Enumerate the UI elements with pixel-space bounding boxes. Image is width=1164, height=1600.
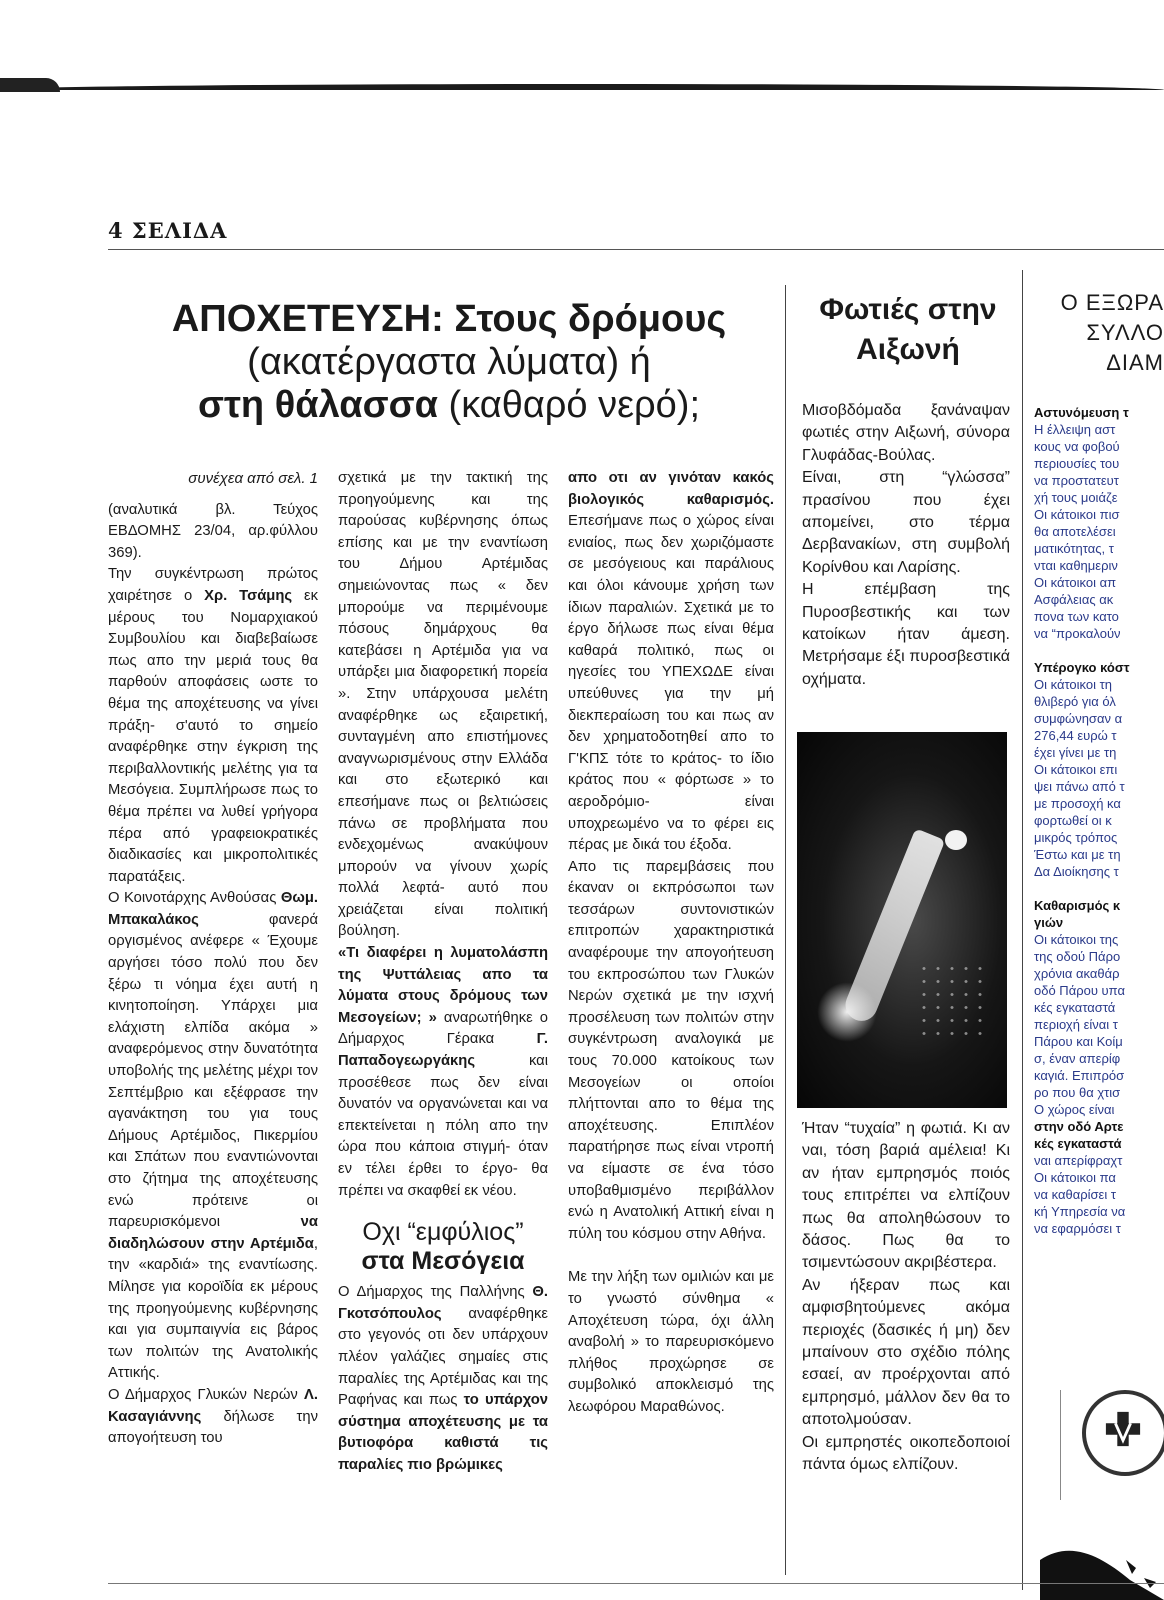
cutoff-line: ναι απερίφραχτ [1034, 1153, 1123, 1168]
paragraph: Οι εμπρηστές οικοπεδοποιοί πάντα όμως ελπίζουν. [802, 1433, 1010, 1474]
cutoff-line: να εφαρμόσει τ [1034, 1221, 1121, 1236]
cutoff-line: ψει πάνω από τ [1034, 779, 1125, 794]
paragraph: «Τι διαφέρει η λυματολάσπη της Ψυττάλειας απο τα λύματα στους δρόμους των Μεσογείων; » αναρωτήθηκε ο Δήμαρχος Γέρακα Γ. Παπαδογεωργάκης και προσέθεσε πως δεν είναι δυνατόν να οργανώνεται και να επεκτείνεται η πόλη απο την ώρα που κάποια στιγμή- όταν εν τέλει έρθει το έργο- θα πρέπει να σκαφθεί εκ νέου. [338, 945, 548, 1199]
cutoff-line: Η έλλειψη αστ [1034, 422, 1116, 437]
cutoff-line: της οδού Πάρο [1034, 949, 1121, 964]
decorative-figure [1040, 1520, 1164, 1600]
glow-spot [817, 982, 877, 1042]
cutoff-line: νται καθημεριν [1034, 558, 1118, 573]
cutoff-line: Οι κάτοικοι απ [1034, 575, 1117, 590]
paragraph: Είναι, στη “γλώσσα” πρασίνου που έχει απομείνει, στο τέρμα Δερβανακίων, στη συμβολή Κορίνθου και Λαρίσης. [802, 469, 1010, 576]
cutoff-line: Πάρου και Κοίμ [1034, 1034, 1123, 1049]
cutoff-line: ρο που θα χτισ [1034, 1085, 1121, 1100]
cutoff-line [1034, 880, 1164, 897]
cutoff-line: 276,44 ευρώ τ [1034, 728, 1117, 743]
paragraph: σχετικά με την τακτική της προηγούμενης και της παρούσας κυβέρνησης όπως επίσης και με την εναντίωση του Δήμου Αρτέμιδας σημειώνοντας πως « δεν μπορούμε να περιμένουμε πόσους δημάρχους θα κατεβάσει η Αρτέμιδα για να υπάρξει μια διαφορετική πορεία ». Στην υπάρχουσα μελέτη αναφέρθηκε ως εξαιρετική, συνταγμένη απο επιστήμονες αναγνωρισμένους στην Ελλάδα και στο εξωτερικό και επεσήμανε πως οι βελτιώσεις πάνω σε προβλήματα που ενδεχομένως ανακύψουν μπορούν να γίνουν χωρίς πολλά λεφτά- αυτό που χρειάζεται είναι πολιτική βούληση. [338, 470, 548, 940]
headline-rest: (καθαρό νερό); [437, 384, 701, 426]
cutoff-line: κή Υπηρεσία να [1034, 1204, 1126, 1219]
cutoff-line: Ο χώρος είναι [1034, 1102, 1115, 1117]
paragraph: Η επέμβαση της Πυροσβεστικής και των κατοίκων ήταν άμεση. Μετρήσαμε έξι πυροσβεστικά οχήματα. [802, 581, 1010, 688]
cutoff-line: κές εγκαταστά [1034, 1000, 1116, 1015]
light-spot [945, 830, 967, 850]
cutoff-line: Υπέρογκο κόστ [1034, 660, 1130, 675]
cutoff-line: Καθαρισμός κ [1034, 898, 1121, 913]
cutoff-line: καγιά. Επιπρόσ [1034, 1068, 1125, 1083]
side-article-body [802, 1118, 1010, 1477]
paragraph: Αν ήξεραν πως και αμφισβητούμενες ακόμα περιοχές (δασικές ή μη) δεν μπαίνουν στο σχέδιο πόλης εσαεί, αν προέρχονται από εμπρησμό, μάλλον δεν θα το αποτολμούσαν. [802, 1276, 1010, 1429]
cutoff-line: Οι κάτοικοι τη [1034, 677, 1112, 692]
paragraph: (αναλυτικά βλ. Τεύχος ΕΒΔΟΜΗΣ 23/04, αρ.φύλλου 369). [108, 501, 318, 561]
scan-top-edge [0, 0, 1164, 92]
paragraph: Ήταν “τυχαία” η φωτιά. Κι αν ναι, τόση βαριά αμέλεια! Κι αν ήταν εμπρησμός ποιός τους επιτρέπει να ελπίζουν πως θα αποληθώσουν το δάσος. Πως θα το τσιμεντώσουν ακριβέστερα. [802, 1120, 1010, 1272]
headline-bold: στη θάλασσα [197, 384, 438, 426]
cutoff-line: Ασφάλειας ακ [1034, 592, 1114, 607]
cutoff-column-text [1034, 404, 1164, 1237]
paragraph: Μισοβδόμαδα ξανάναψαν φωτιές στην Αιξωνή, σύνορα Γλυφάδας-Βούλας. [802, 402, 1010, 464]
cutoff-line: Οι κάτοικοι επι [1034, 762, 1118, 777]
page-number-label: 4 ΣΕΛΙΔΑ [108, 218, 228, 243]
cutoff-line: χρόνια ακαθάρ [1034, 966, 1120, 981]
cutoff-line: θα αποτελέσει [1034, 524, 1116, 539]
headline-rest: Στους δρόμους [443, 298, 727, 340]
cutoff-line: κές εγκαταστά [1034, 1136, 1122, 1151]
cutoff-line: να “προκαλούν [1034, 626, 1121, 641]
cutoff-line: Έστω και με τη [1034, 847, 1121, 862]
cutoff-line: Αστυνόμευση τ [1034, 405, 1129, 420]
paragraph: απο οτι αν γινόταν κακός βιολογικός καθαρισμός. Επεσήμανε πως ο χώρος είναι ενιαίος, πως δεν χωριζόμαστε σε μεσόγειους και παράλιους και όλοι κάνουμε χρήση των ίδιων παραλιών. Σχετικά με το έργο δήλωσε πως είναι θέμα καθαρά πολιτικό, πως οι ηγεσίες του ΥΠΕΧΩΔΕ είναι υπεύθυνες για την μή διεκπεραίωση του και πως αν δεν χρηματοδοτηθεί απο το Γ'ΚΠΣ τότε το κράτος- το ίδιο κράτος που « φόρτωσε » το αεροδρόμιο- είναι υποχρεωμένο να το φέρει εις πέρας με δικά του έξοδα. [568, 470, 774, 854]
cutoff-line: να προστατευτ [1034, 473, 1119, 488]
article-column-2 [338, 468, 548, 1477]
scan-shadow [0, 78, 60, 92]
cutoff-line: Οι κάτοικοι της [1034, 932, 1119, 947]
cutoff-line: περιοχή είναι τ [1034, 1017, 1118, 1032]
paragraph: Ο Δήμαρχος της Παλλήνης Θ. Γκοτσόπουλος αναφέρθηκε στο γεγονός οτι δεν υπάρχουν πλέον γαλάζιες σημαίες στις παραλίες της Αρτέμιδας και της Ραφήνας και πως το υπάρχον σύστημα αποχέτευσης με τα βυτιοφόρα καθιστά τις παραλίες πιο βρώμικες [338, 1284, 548, 1473]
cutoff-line: ματικότητας, τ [1034, 541, 1114, 556]
cutoff-headline: Ο ΕΞΩΡΑ ΣΥΛΛΟ ΔΙΑΜ [1060, 290, 1164, 375]
cutoff-line: με προσοχή κα [1034, 796, 1121, 811]
cutoff-line: έχει γίνει με τη [1034, 745, 1117, 760]
continued-note: συνέχεα από σελ. 1 [188, 470, 318, 487]
page-curl-edge [0, 84, 1164, 90]
cutoff-line [1034, 642, 1164, 659]
cutoff-line: στην οδό Αρτε [1034, 1119, 1124, 1134]
article-column-1 [108, 468, 318, 1450]
cutoff-line: συμφώνησαν α [1034, 711, 1123, 726]
cutoff-line: θλιβερό για όλ [1034, 694, 1116, 709]
footer-rule [108, 1583, 1164, 1584]
fire-photo [797, 732, 1007, 1108]
cutoff-line: μικρός τρόπος [1034, 830, 1118, 845]
side-article-title: Φωτιές στην Αιξωνή [819, 293, 997, 366]
cutoff-line: κους να φοβού [1034, 439, 1120, 454]
paragraph: Ο Δήμαρχος Γλυκών Νερών Λ. Κασαγιάννης δήλωσε την απογοήτευση του [108, 1386, 318, 1447]
column-divider [1022, 270, 1023, 1590]
emblem-logo [1060, 1390, 1164, 1500]
paragraph: Την συγκέντρωση πρώτος χαιρέτησε ο Χρ. Τσάμης εκ μέρους του Νομαρχιακού Συμβουλίου και διαβεβαίωσε πως απο την μεριά τους θα παρθούν αποφάσεις ωστε το θέμα της αποχέτευσης να γίνει πράξη- σ'αυτό το σημείο αναφέρθηκε στην έγκριση της περιβαλλοντικής μελέτης για τα Μεσόγεια. Συμπλήρωσε πως το θέμα πρέπει να λυθεί γρήγορα πέρα από γραφειοκρατικές διαδικασίες και μικροπολιτικές παρατάξεις. [108, 566, 319, 885]
cutoff-line: Οι κάτοικοι πα [1034, 1170, 1116, 1185]
side-article-intro [802, 400, 1010, 691]
cutoff-line: σ, έναν απερίφ [1034, 1051, 1121, 1066]
subheading: Οχι “εμφύλιος” στα Μεσόγεια [361, 1218, 525, 1276]
cutoff-line: να καθαρίσει τ [1034, 1187, 1116, 1202]
paragraph: Απο τις παρεμβάσεις που έκαναν οι εκπρόσωποι των τεσσάρων συντονιστικών επιτροπών χαρακτηριστικά αναφέρουμε την απογοήτευση του εκπροσώπου των Γλυκών Νερών σχετικά με την ισχνή προσέλευση των πολιτών στην συγκέντρωση αναλογικά με τους 70.000 κατοίκους των Μεσογείων οι οποίοι πλήττονται απο το θέμα της αποχέτευσης. Επιπλέον παρατήρησε πως είναι ντροπή να είμαστε σε ένα τόσο υποβαθμισμένο περιβάλλον ενώ η Ανατολική Αττική είναι η πύλη του κόσμου στην Αθήνα. [568, 858, 774, 1242]
cutoff-line: πονα των κατο [1034, 609, 1119, 624]
cutoff-line: οδό Πάρου υπα [1034, 983, 1125, 998]
headline-bold: ΑΠΟΧΕΤΕΥΣΗ: [171, 298, 444, 340]
article-column-3 [568, 468, 774, 1419]
header-rule [108, 249, 1164, 250]
cutoff-line: φορτωθεί οι κ [1034, 813, 1112, 828]
cutoff-line: γιών [1034, 915, 1064, 930]
article-headline [108, 298, 790, 427]
ember-dots [917, 962, 987, 1042]
headline-line2: (ακατέργαστα λύματα) ή [247, 341, 651, 383]
cutoff-line: Δα Διοίκησης τ [1034, 864, 1119, 879]
column-divider [785, 285, 786, 1575]
cross-icon [1104, 1410, 1142, 1448]
cutoff-line: περιουσίες του [1034, 456, 1120, 471]
paragraph: Με την λήξη των ομιλιών και με το γνωστό σύνθημα « Αποχέτευση τώρα, όχι άλλη αναβολή » το παρευρισκόμενο πλήθος προχώρησε σε συμβολικό αποκλεισμό της λεωφόρου Μαραθώνος. [568, 1269, 774, 1415]
cutoff-line: χή τους μοιάζε [1034, 490, 1118, 505]
cutoff-line: Οι κάτοικοι πισ [1034, 507, 1120, 522]
paragraph: Ο Κοινοτάρχης Ανθούσας Θωμ. Μπακαλάκος φανερά οργισμένος ανέφερε « Έχουμε αργήσει τόσο πολύ που δεν ξέρω τι νόημα έχει αυτή η κινητοποίηση. Υπάρχει μια ελάχιστη ελπίδα ακόμα » αναφερόμενος στην δυνατότητα υποβολής της μελέτης μέχρι τον Σεπτέμβριο και εξέφρασε την αγανάκτηση του για τους Δήμους Αρτέμιδος, Πικερμίου και Σπάτων που εναντιώνονται στο ζήτημα της αποχέτευσης ενώ πρότεινε οι παρευρισκόμενοι να διαδηλώσουν στην Αρτέμιδα, την «καρδιά» της εναντίωσης. Μίλησε για κοροϊδία εκ μέρους της προηγούμενης κυβέρνησης και για συμπαιγνία εις βάρος των πολιτών της Ανατολικής Αττικής. [108, 890, 318, 1382]
